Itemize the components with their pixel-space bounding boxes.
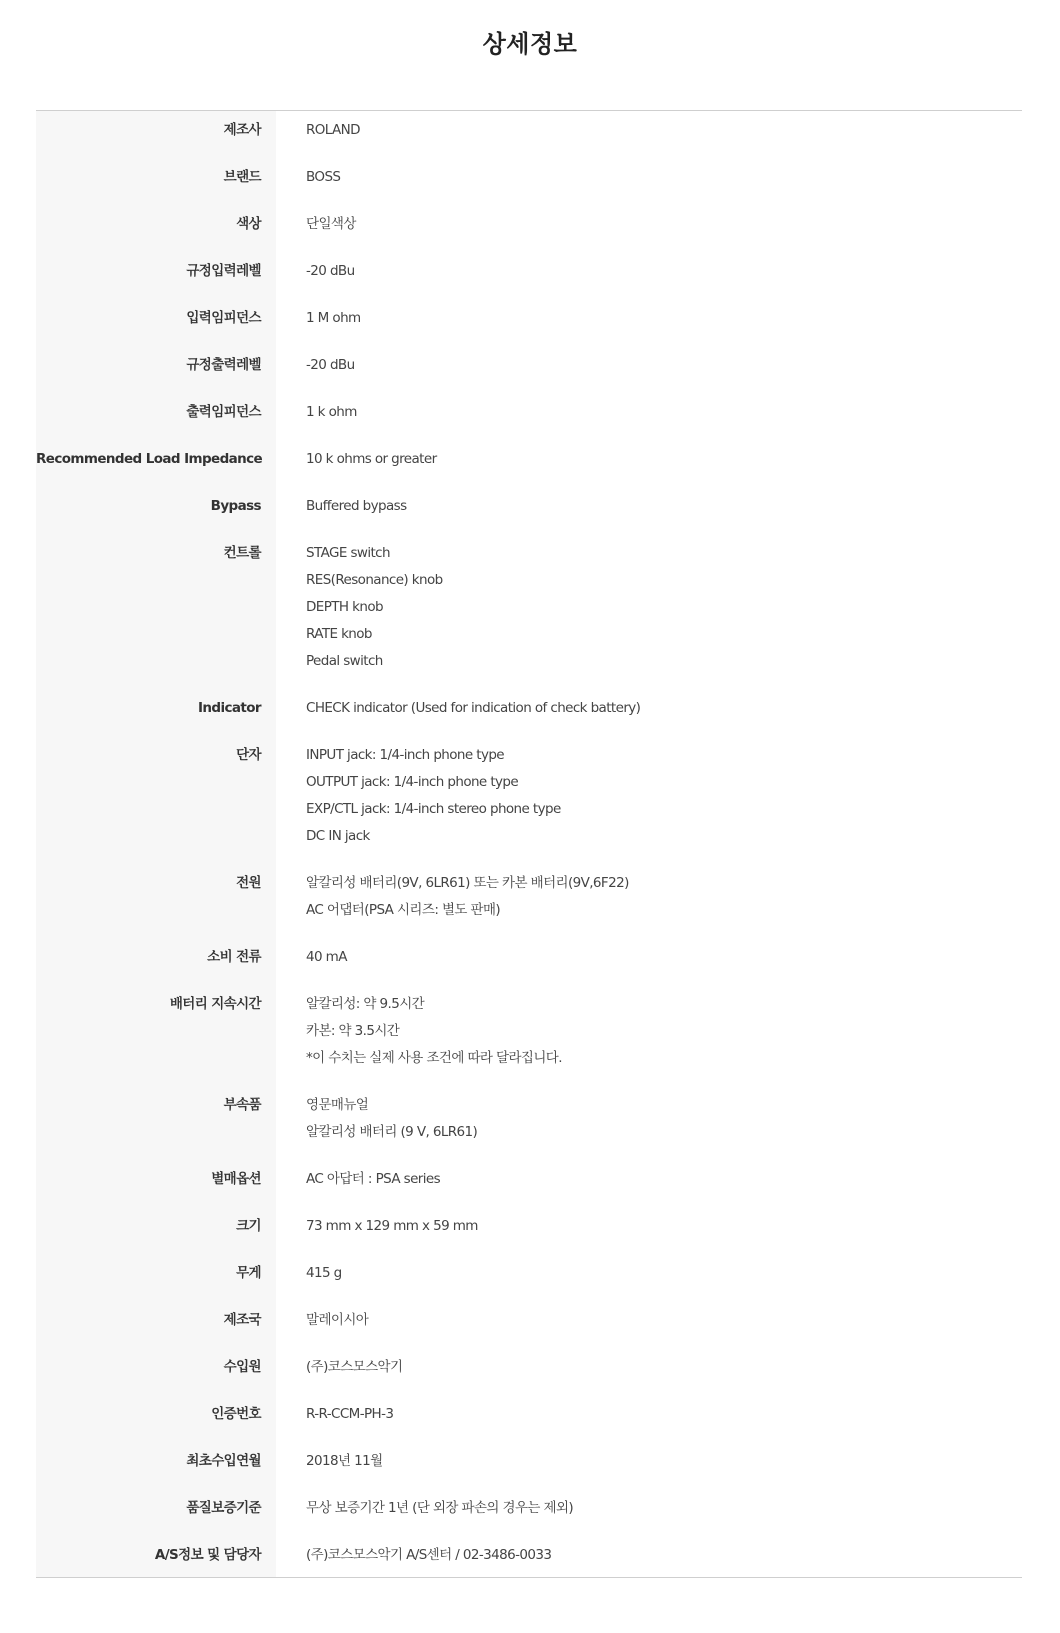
spec-value: 10 k ohms or greater [306,451,437,467]
spec-row [36,1438,1022,1485]
spec-values [276,1542,1022,1569]
spec-row [36,1344,1022,1391]
spec-value: EXP/CTL jack: 1/4-inch stereo phone type [306,801,561,817]
spec-values [276,305,1022,332]
spec-label: 크기 [236,1218,261,1234]
spec-value: 알칼리성 배터리 (9 V, 6LR61) [306,1124,478,1140]
spec-values [276,1260,1022,1287]
spec-label: 배터리 지속시간 [169,996,261,1012]
spec-value: 1 k ohm [306,404,357,420]
spec-row [36,1391,1022,1438]
spec-values [276,944,1022,971]
spec-value: BOSS [306,169,341,185]
spec-values [276,1354,1022,1381]
spec-value: *이 수치는 실제 사용 조건에 따라 달라집니다. [306,1050,562,1066]
spec-label: 별매옵션 [211,1171,261,1187]
spec-value: 2018년 11월 [306,1453,383,1469]
spec-value: DC IN jack [306,828,370,844]
spec-value: STAGE switch [306,545,390,561]
spec-row [36,342,1022,389]
spec-value: RES(Resonance) knob [306,572,443,588]
spec-row [36,732,1022,860]
spec-label: 입력임피던스 [186,310,261,326]
spec-value: CHECK indicator (Used for indication of check battery) [306,700,641,716]
spec-value: 카본: 약 3.5시간 [306,1023,400,1039]
spec-value: 알칼리성: 약 9.5시간 [306,996,425,1012]
spec-label: 최초수입연월 [186,1453,261,1469]
spec-values [276,1213,1022,1240]
spec-value: AC 어댑터(PSA 시리즈: 별도 판매) [306,902,501,918]
spec-label: 인증번호 [211,1406,261,1422]
spec-label: 부속품 [223,1097,261,1113]
spec-row [36,981,1022,1082]
spec-values [276,1092,1022,1146]
spec-value: (주)코스모스악기 [306,1359,403,1375]
spec-row [36,389,1022,436]
spec-values [276,540,1022,675]
spec-value: 말레이시아 [306,1312,369,1328]
spec-values [276,211,1022,238]
spec-values [276,742,1022,850]
spec-row [36,1203,1022,1250]
spec-values [276,1166,1022,1193]
spec-row [36,154,1022,201]
spec-value: RATE knob [306,626,372,642]
spec-label: 단자 [236,747,261,763]
spec-row [36,934,1022,981]
spec-values [276,870,1022,924]
spec-label: 품질보증기준 [186,1500,261,1516]
spec-values [276,991,1022,1072]
spec-values [276,117,1022,144]
spec-value: 단일색상 [306,216,356,232]
spec-value: 40 mA [306,949,347,965]
spec-label: 브랜드 [223,169,261,185]
spec-label: 제조사 [223,122,261,138]
spec-value: AC 아답터 : PSA series [306,1171,441,1187]
spec-row [36,1156,1022,1203]
spec-row [36,1297,1022,1344]
spec-label: 수입원 [223,1359,261,1375]
spec-label: 색상 [236,216,261,232]
spec-label: 규정출력레벨 [186,357,261,373]
spec-values [276,1495,1022,1522]
spec-value: 무상 보증기간 1년 (단 외장 파손의 경우는 제외) [306,1500,574,1516]
spec-values [276,1307,1022,1334]
spec-row [36,483,1022,530]
spec-value: DEPTH knob [306,599,383,615]
spec-value: 73 mm x 129 mm x 59 mm [306,1218,478,1234]
spec-label: 컨트롤 [223,545,261,561]
spec-row [36,1532,1022,1577]
spec-values [276,695,1022,722]
spec-row [36,685,1022,732]
spec-values [276,399,1022,426]
spec-row [36,860,1022,934]
spec-value: 알칼리성 배터리(9V, 6LR61) 또는 카본 배터리(9V,6F22) [306,875,629,891]
spec-value: INPUT jack: 1/4-inch phone type [306,747,505,763]
spec-row [36,201,1022,248]
spec-value: OUTPUT jack: 1/4-inch phone type [306,774,519,790]
spec-label: 제조국 [223,1312,261,1328]
spec-value: 1 M ohm [306,310,361,326]
spec-value: -20 dBu [306,357,355,373]
spec-label: Recommended Load Impedance [36,451,263,467]
spec-row [36,436,1022,483]
spec-values [276,164,1022,191]
spec-values [276,446,1022,473]
spec-label: 무게 [236,1265,261,1281]
spec-label: Indicator [197,700,261,716]
spec-label: 소비 전류 [207,949,261,965]
spec-label: Bypass [210,498,261,514]
spec-label: A/S정보 및 담당자 [154,1547,261,1563]
spec-row [36,111,1022,154]
spec-values [276,258,1022,285]
spec-value: 영문매뉴얼 [306,1097,369,1113]
spec-row [36,530,1022,685]
spec-row [36,1082,1022,1156]
spec-row [36,1250,1022,1297]
spec-value: (주)코스모스악기 A/S센터 / 02-3486-0033 [306,1547,552,1563]
spec-value: 415 g [306,1265,342,1281]
spec-value: -20 dBu [306,263,355,279]
spec-label: 전원 [236,875,261,891]
spec-values [276,493,1022,520]
spec-label: 규정입력레벨 [186,263,261,279]
spec-value: Pedal switch [306,653,383,669]
spec-value: R-R-CCM-PH-3 [306,1406,394,1422]
spec-value: ROLAND [306,122,360,138]
spec-row [36,248,1022,295]
spec-value: Buffered bypass [306,498,407,514]
spec-values [276,1401,1022,1428]
spec-row [36,295,1022,342]
page-title: 상세정보 [482,30,578,58]
spec-values [276,352,1022,379]
spec-values [276,1448,1022,1475]
spec-label: 출력임피던스 [186,404,261,420]
spec-table [36,110,1022,1578]
spec-row [36,1485,1022,1532]
